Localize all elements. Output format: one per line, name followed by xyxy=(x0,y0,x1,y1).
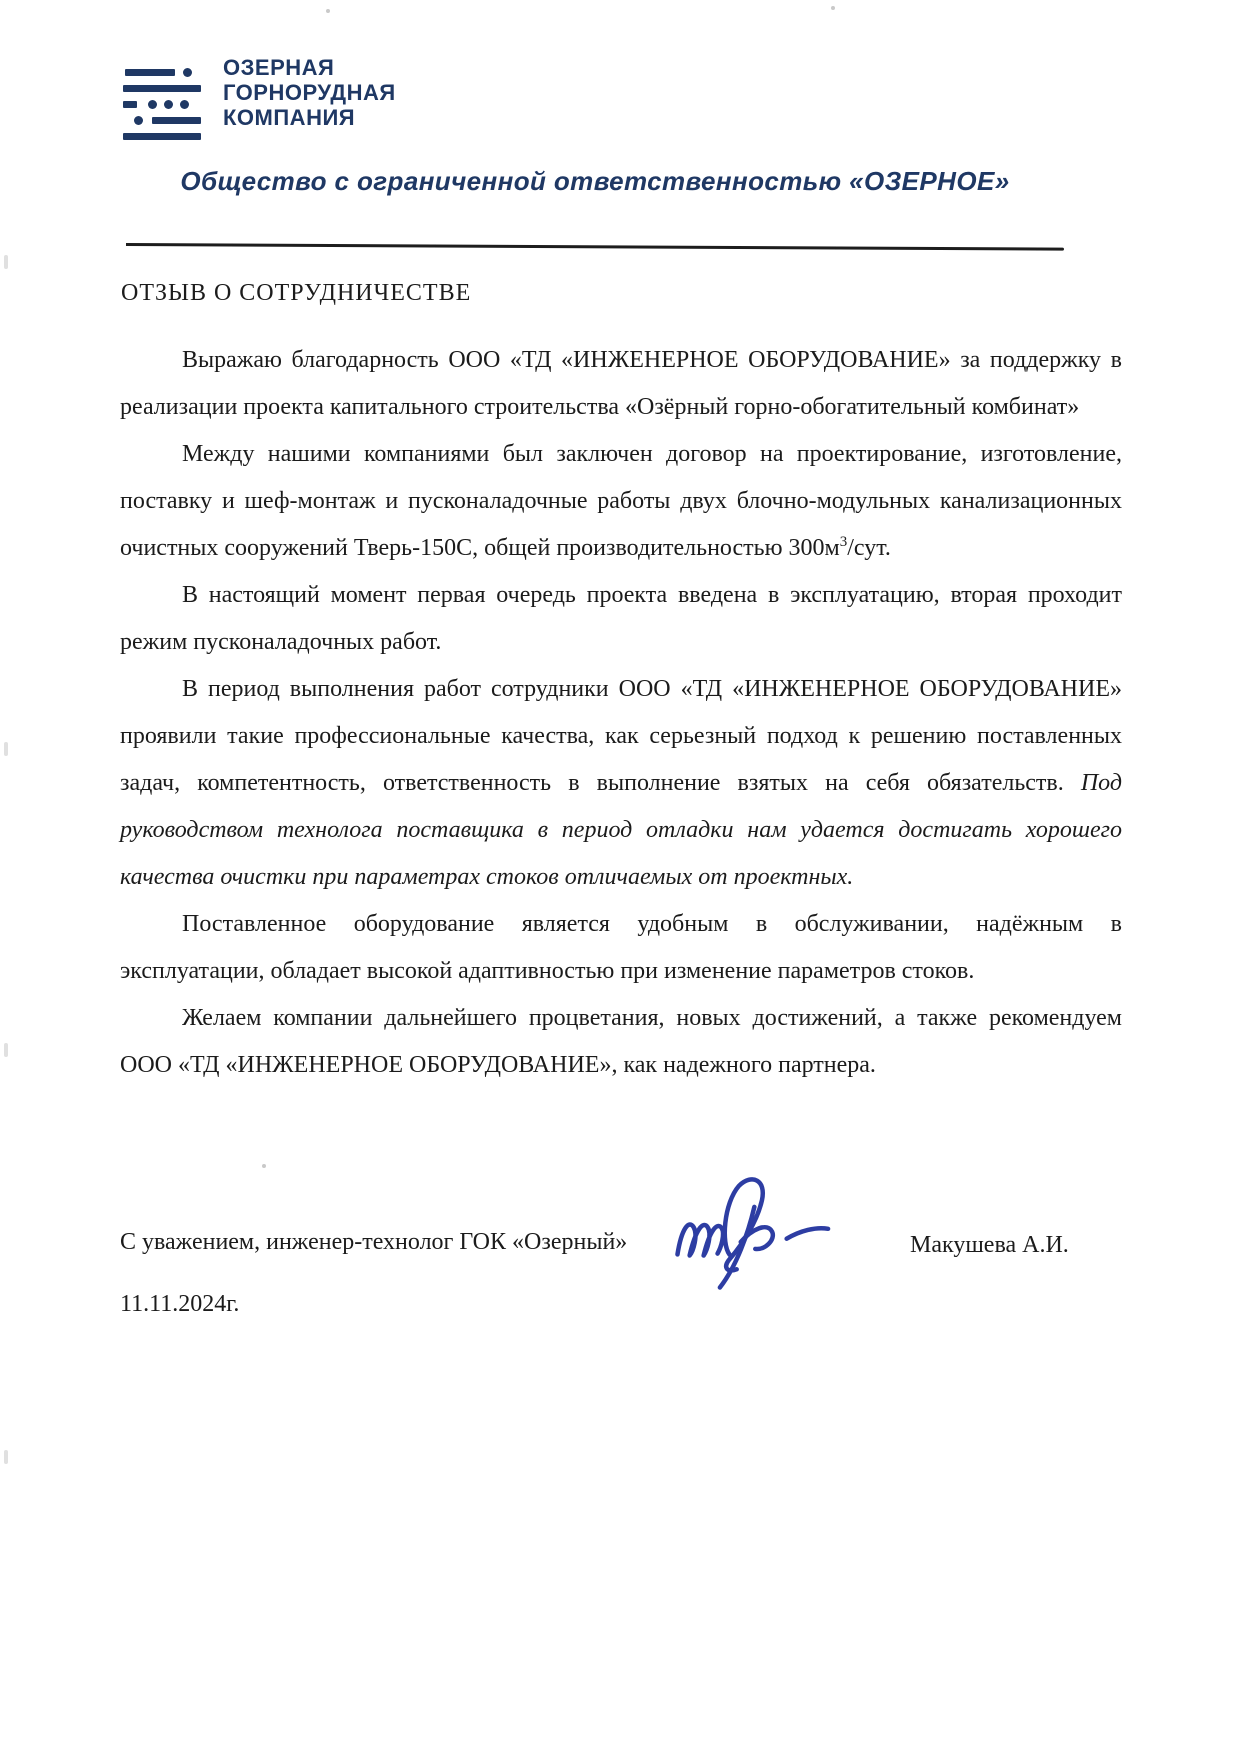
company-name xyxy=(223,55,396,130)
paragraph-2 xyxy=(120,431,1122,572)
company-name-line2: ГОРНОРУДНАЯ xyxy=(223,80,396,105)
paragraph-1-text: Выражаю благодарность ООО «ТД «ИНЖЕНЕРНОЕ ОБОРУДОВАНИЕ» за поддержку в реализации проекта капитального строительства «Озёрный горно-обогатительный комбинат» xyxy=(120,347,1122,420)
header-divider xyxy=(126,243,1064,251)
scan-edge-mark xyxy=(4,1043,8,1057)
paragraph-2-text: Между нашими компаниями был заключен договор на проектирование, изготовление, поставку и шеф-монтаж и пусконаладочные работы двух блочно-модульных канализационных очистных сооружений Тверь-150С, общей производительностью 300м xyxy=(120,441,1122,561)
paragraph-5 xyxy=(120,901,1122,995)
signer-name: Макушева А.И. xyxy=(910,1232,1069,1258)
logo-mark-icon xyxy=(123,63,203,143)
paragraph-5-text: Поставленное оборудование является удобным в обслуживании, надёжным в эксплуатации, обладает высокой адаптивностью при изменение параметров стоков. xyxy=(120,911,1122,984)
scan-edge-mark xyxy=(4,1450,8,1464)
company-title: Общество с ограниченной ответственностью «ОЗЕРНОЕ» xyxy=(180,166,1010,196)
cubic-meter-superscript: 3 xyxy=(839,534,848,550)
paragraph-3 xyxy=(120,572,1122,666)
paragraph-6-text: Желаем компании дальнейшего процветания, новых достижений, а также рекомендуем ООО «ТД «ИНЖЕНЕРНОЕ ОБОРУДОВАНИЕ», как надежного партнера. xyxy=(120,1005,1122,1078)
paragraph-1 xyxy=(120,337,1122,431)
scan-edge-mark xyxy=(4,255,8,269)
company-logo xyxy=(123,55,396,143)
letter-date: 11.11.2024г. xyxy=(120,1291,240,1317)
closing-line: С уважением, инженер-технолог ГОК «Озерный» xyxy=(120,1229,628,1255)
scan-speck xyxy=(262,1164,266,1168)
paragraph-4 xyxy=(120,666,1122,901)
letter-heading: ОТЗЫВ О СОТРУДНИЧЕСТВЕ xyxy=(121,280,472,306)
company-name-line3: КОМПАНИЯ xyxy=(223,105,356,130)
paragraph-3-text: В настоящий момент первая очередь проекта введена в эксплуатацию, вторая проходит режим пусконаладочных работ. xyxy=(120,582,1122,655)
letter-body xyxy=(120,337,1122,1089)
paragraph-4-italic: Под руководством технолога поставщика в период отладки нам удается достигать хорошего качества очистки при параметрах стоков отличаемых от проектных. xyxy=(120,770,1122,890)
scan-speck xyxy=(326,9,330,13)
paragraph-4-regular: В период выполнения работ сотрудники ООО «ТД «ИНЖЕНЕРНОЕ ОБОРУДОВАНИЕ» проявили такие профессиональные качества, как серьезный подход к решению поставленных задач, компетентность, ответственность в выполнение взятых на себя обязательств. xyxy=(120,676,1122,796)
company-name-line1: ОЗЕРНАЯ xyxy=(223,55,335,80)
paragraph-6 xyxy=(120,995,1122,1089)
handwritten-signature xyxy=(668,1168,868,1293)
scan-edge-mark xyxy=(4,742,8,756)
scan-speck xyxy=(831,6,835,10)
paragraph-2-tail: /сут. xyxy=(847,535,891,561)
